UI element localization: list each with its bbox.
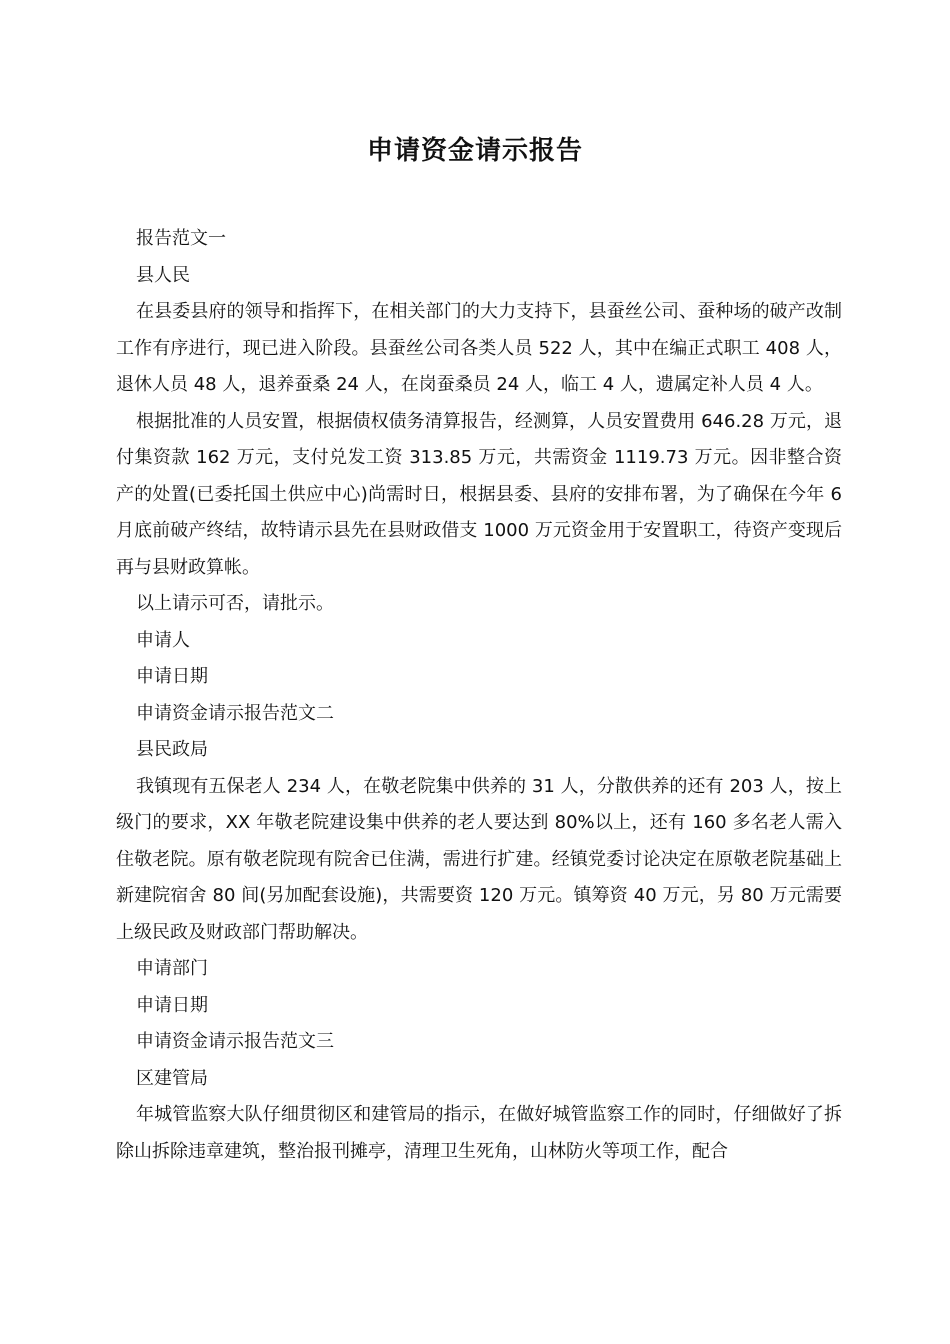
paragraph-body: 我镇现有五保老人 234 人，在敬老院集中供养的 31 人，分散供养的还有 203 人，按上级门的要求，XX 年敬老院建设集中供养的老人要达到 80%以上，还有 160 多名老人需入住敬老院。原有敬老院现有院舍已住满，需进行扩建。经镇党委讨论决定在原敬老院基础上新建院宿舍 80 间(另加配套设施)，共需要资 120 万元。镇筹资 40 万元，另 80 万元需要上级民政及财政部门帮助解决。 (116, 775, 842, 943)
document-title: 申请资金请示报告 (366, 136, 583, 166)
paragraph-closing: 以上请示可否，请批示。 (136, 593, 334, 614)
paragraph-sample-three-label: 申请资金请示报告范文三 (136, 1031, 334, 1052)
paragraph-date: 申请日期 (136, 666, 208, 687)
paragraph-body: 在县委县府的领导和指挥下，在相关部门的大力支持下，县蚕丝公司、蚕种场的破产改制工作有序进行，现已进入阶段。县蚕丝公司各类人员 522 人，其中在编正式职工 408 人，退休人员 48 人，退养蚕桑 24 人，在岗蚕桑员 24 人，临工 4 人，遗属定补人员 4 人。 (116, 301, 842, 395)
paragraph-recipient-one: 县人民 (136, 264, 190, 286)
paragraph-body: 年城管监察大队仔细贯彻区和建管局的指示，在做好城管监察工作的同时，仔细做好了拆除山拆除违章建筑，整治报刊摊亭，清理卫生死角，山林防火等项工作，配合 (116, 1104, 842, 1162)
document-body (116, 221, 842, 1170)
paragraph-recipient-three: 区建管局 (136, 1067, 208, 1089)
paragraph-recipient-two: 县民政局 (136, 739, 208, 760)
paragraph-sample-one-label: 报告范文一 (136, 228, 226, 249)
paragraph-body: 根据批准的人员安置，根据债权债务清算报告，经测算，人员安置费用 646.28 万元，退付集资款 162 万元，支付兑发工资 313.85 万元，共需资金 1119.73 万元。因非整合资产的处置(已委托国土供应中心)尚需时日，根据县委、县府的安排布署，为了确保在今年 6 月底前破产终结，故特请示县先在县财政借支 1000 万元资金用于安置职工，待资产变现后再与县财政算帐。 (116, 410, 842, 578)
paragraph-date: 申请日期 (136, 994, 208, 1016)
paragraph-department: 申请部门 (136, 958, 208, 979)
paragraph-sample-two-label: 申请资金请示报告范文二 (136, 702, 334, 724)
paragraph-applicant: 申请人 (136, 629, 190, 651)
